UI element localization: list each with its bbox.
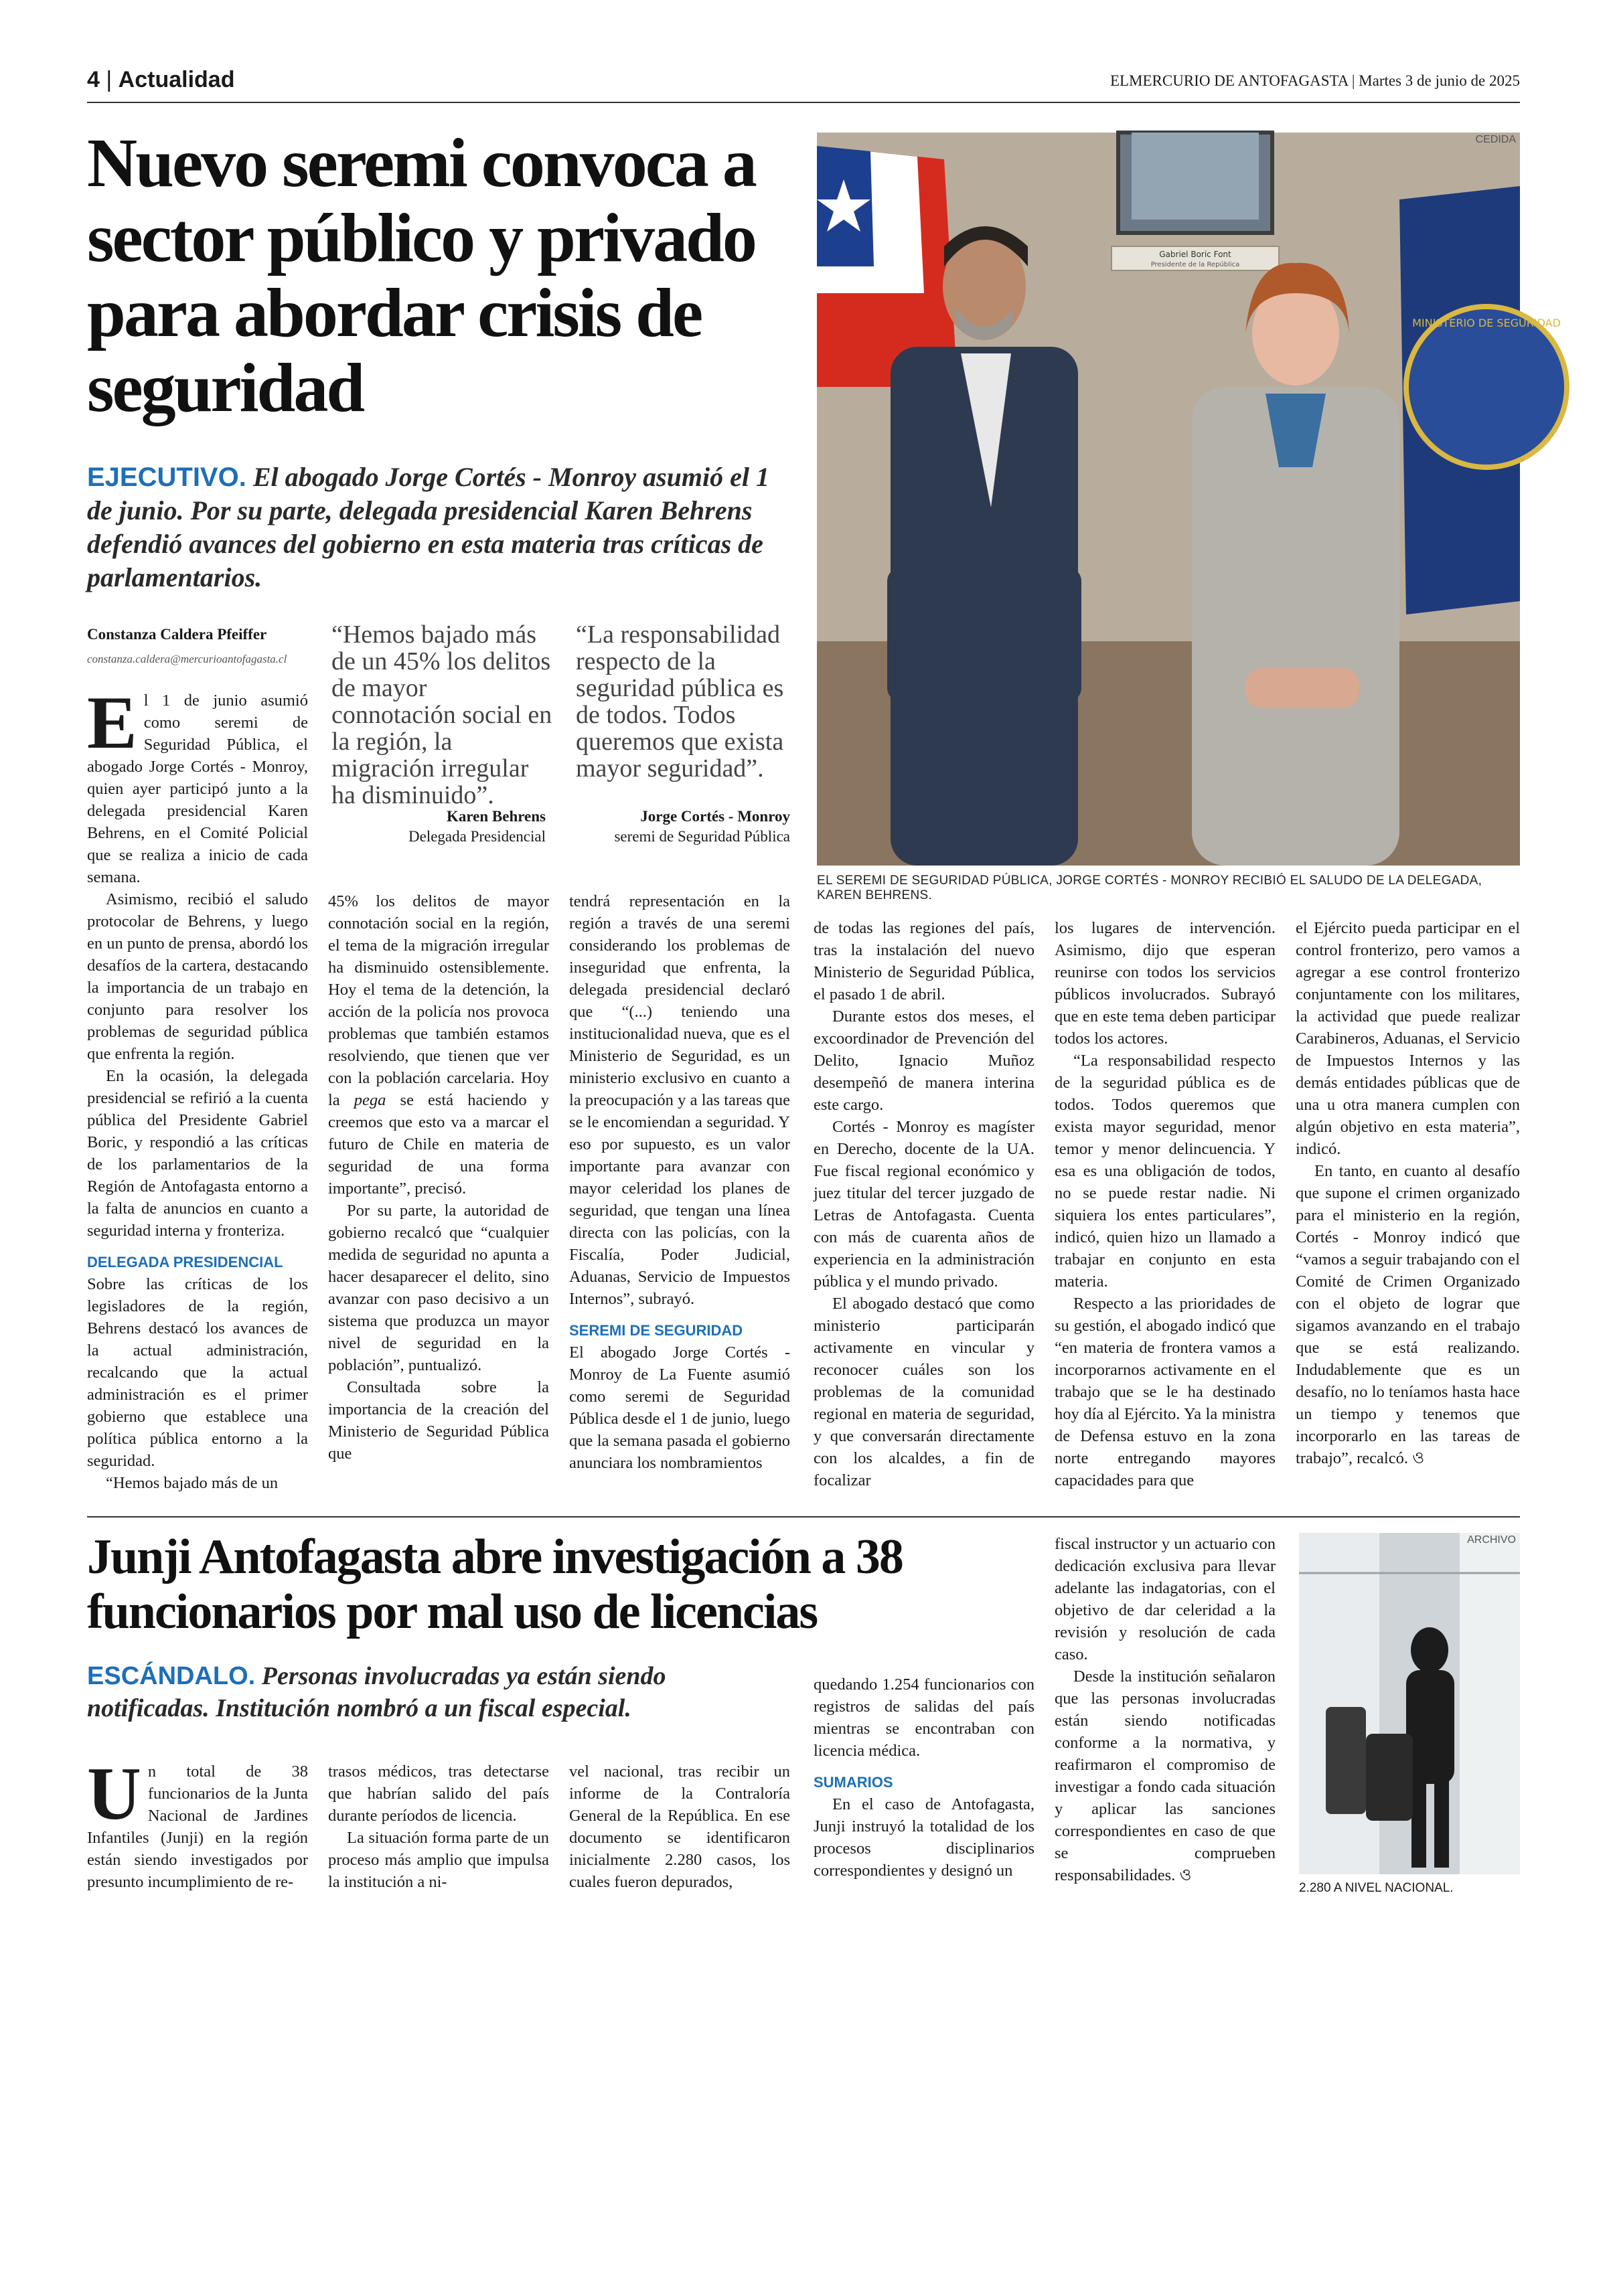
a2-c2-p2: La situación forma parte de un proceso más amplio que impulsa la institución a ni- xyxy=(328,1829,549,1891)
publication-date: Martes 3 de junio de 2025 xyxy=(1359,72,1520,89)
quote1-name: Karen Behrens xyxy=(446,808,546,825)
section-name: Actualidad xyxy=(118,67,235,92)
a2-c5-p1: fiscal instructor y un actuario con dedicación exclusiva para llevar adelante las indagatorias, con el objetivo de dar celeridad a la revisión y resolución de cada caso. xyxy=(1055,1535,1276,1663)
a1-c6-p1: el Ejército pueda participar en el control fronterizo, pero vamos a agregar a ese control fronterizo conjuntamente con los militares, la actividad que puede realizar Carabineros, Aduanas, el Servicio de Impuestos Internos y las demás entidades públicas que de una u otra manera cumplen con algún objetivo en esta materia”, indicó. xyxy=(1296,919,1520,1158)
portrait-plaque-sub: Presidente de la República xyxy=(1150,261,1240,268)
article1-column-1 xyxy=(87,681,308,1494)
a1-c4-p3: Cortés - Monroy es magíster en Derecho, docente de la UA. Fue fiscal regional económico y juez titular del tercer juzgado de Letras de Antofagasta. Cuenta con más de cuarenta años de experiencia en la administración pública y el mundo privado. xyxy=(814,1118,1035,1291)
a1-c1-p2: Asimismo, recibió el saludo protocolar de Behrens, y luego en un punto de prensa, abordó los desafíos de la cartera, destacando la importancia de un trabajo en conjunto para resolver los problemas de seguridad pública que enfrenta la región. xyxy=(87,890,308,1063)
pull-quote-behrens-attrib xyxy=(331,807,546,847)
a1-c1-p1: l 1 de junio asumió como seremi de Seguridad Pública, el abogado Jorge Cortés - Monroy, quien ayer participó junto a la delegada presidencial Karen Behrens, en el Comité Policial que se realiza a inicio de cada semana. xyxy=(87,691,308,886)
a2-c4-p1: quedando 1.254 funcionarios con registros de salidas del país mientras se encontraban con licencia médica. xyxy=(814,1675,1035,1760)
article1-headline: Nuevo seremi convoca a sector público y privado para abordar crisis de seguridad xyxy=(87,125,755,426)
publication-name: ELMERCURIO DE ANTOFAGASTA xyxy=(1109,72,1349,89)
a1-c2-p2: Por su parte, la autoridad de gobierno recalcó que “cualquier medida de seguridad no apunta a hacer desaparecer el delito, sino avanzar con paso decisivo a un sistema que produzca un mayor nivel de seguridad en la población”, puntualizó. xyxy=(328,1202,549,1374)
a2-c5-p2-text: Desde la institución señalaron que las personas involucradas están siendo notificadas conforme a la normativa, y reafirmaron el compromiso de investigar a fondo cada situación y aplicar las sanciones correspondientes en caso de que se comprueben responsabilidades. xyxy=(1055,1667,1276,1884)
a1-c3-p2: El abogado Jorge Cortés - Monroy de La Fuente asumió como seremi de Seguridad Pública desde el 1 de junio, luego que la semana pasada el gobierno anunciara los nombramientos xyxy=(569,1343,790,1472)
article1-column-4 xyxy=(814,917,1035,1491)
article2-headline: Junji Antofagasta abre investigación a 38 funcionarios por mal uso de licencias xyxy=(87,1530,903,1639)
pull-quote-behrens: “Hemos bajado más de un 45% los delitos de mayor connotación social en la región, la migración irregular ha disminuido”. xyxy=(331,621,552,809)
photo2-credit: ARCHIVO xyxy=(1467,1534,1516,1546)
article2-kicker: ESCÁNDALO. xyxy=(87,1662,256,1690)
article2-dropcap: U xyxy=(87,1752,141,1835)
article2-column-1 xyxy=(87,1752,308,1893)
article1-deck-text: El abogado Jorge Cortés - Monroy asumió el 1 de junio. Por su parte, delegada presidencial Karen Behrens defendió avances del gobierno en esta materia tras críticas de parlamentarios. xyxy=(87,462,769,592)
a1-c1-p5: “Hemos bajado más de un xyxy=(106,1474,279,1492)
quote1-role: Delegada Presidencial xyxy=(408,828,546,845)
end-mark-2: ও xyxy=(1179,1866,1192,1884)
article1-dropcap: E xyxy=(87,681,137,764)
article1-photo xyxy=(817,133,1561,866)
header-separator-right: | xyxy=(1351,72,1359,89)
article2-deck xyxy=(87,1660,757,1724)
a1-c5-p1: los lugares de intervención. Asimismo, dijo que esperan reunirse con todos los servicios públicos involucrados. Subrayó que en este tema deben participar todos los actores. xyxy=(1055,919,1276,1048)
article1-column-6 xyxy=(1296,917,1520,1469)
quote2-role: seremi de Seguridad Pública xyxy=(614,828,790,845)
article1-photo-caption: EL SEREMI DE SEGURIDAD PÚBLICA, JORGE CORTÉS - MONROY RECIBIÓ EL SALUDO DE LA DELEGADA, KAREN BEHRENS. xyxy=(817,874,1482,902)
article2-deck-text: Personas involucradas ya están siendo notificadas. Institución nombró a un fiscal especial. xyxy=(87,1662,666,1722)
a1-c3-p1: tendrá representación en la región a través de una seremi considerando los problemas de inseguridad que enfrenta, la delegada presidencial declaró que “(...) teniendo una institucionalidad nueva, que es el Ministerio de Seguridad, es un ministerio exclusivo en cuanto a la preocupación y a las tareas que se le encomiendan a seguridad. Y eso por supuesto, es un valor importante para avanzar con mayor celeridad los planes de seguridad, que tengan una línea directa con las policías, con la Fiscalía, Poder Judicial, Aduanas, Servicio de Impuestos Internos”, subrayó. xyxy=(569,892,790,1308)
a1-c2-p1-text-b: se está haciendo y creemos que esto va a marcar el futuro de Chile en materia de seguridad de una forma importante”, precisó. xyxy=(328,1091,550,1198)
a1-c5-p2: “La responsabilidad respecto de la seguridad pública es de todos. Todos queremos que exista mayor seguridad, menor temor y menor delincuencia. Y esa es una obligación de todos, no se puede restar nadie. Ni siquiera los entes particulares”, indicó, quien hizo un llamado a trabajar en conjunto en esta materia. xyxy=(1055,1052,1276,1291)
a1-c5-p3: Respecto a las prioridades de su gestión, el abogado indicó que “en materia de frontera vamos a incorporarnos activamente en el trabajo que se le ha destinado hoy día al Ejército. Ya la ministra de Defensa estuvo en la zona norte entregando mayores capacidades para que xyxy=(1055,1295,1276,1489)
article1-kicker: EJECUTIVO. xyxy=(87,463,246,492)
article2-column-5 xyxy=(1055,1533,1276,1886)
header-separator: | xyxy=(106,67,119,92)
a1-c2-p1-em: pega xyxy=(354,1091,386,1109)
a1-c4-p1: de todas las regiones del país, tras la instalación del nuevo Ministerio de Seguridad Pública, el pasado 1 de abril. xyxy=(814,919,1035,1003)
a1-c4-p4: El abogado destacó que como ministerio participarán activamente en vincular y reconocer cuáles son los problemas de la comunidad regional en materia de seguridad, y que conversarán directamente con los alcaldes, a fin de focalizar xyxy=(814,1295,1035,1489)
flag-text: MINISTERIO DE SEGURIDAD xyxy=(1412,317,1561,329)
a2-c5-p2 xyxy=(1055,1665,1276,1886)
article1-deck xyxy=(87,461,790,594)
article2-column-2 xyxy=(328,1760,549,1893)
a1-c2-p1-text: 45% los delitos de mayor connotación social en la región, el tema de la migración irregular ha disminuido ostensiblemente. Hoy el tema de la detención, la acción de la policía nos provoca problemas que también estamos resolviendo, que tienen que ver con la población carcelaria. Hoy la xyxy=(328,892,549,1109)
article1-column-2 xyxy=(328,890,549,1465)
photo1-credit: CEDIDA xyxy=(1475,134,1516,145)
article1-email[interactable]: constanza.caldera@mercurioantofagasta.cl xyxy=(87,653,287,665)
portrait-plaque-text: Gabriel Boric Font xyxy=(1159,250,1231,259)
end-mark-1: ও xyxy=(1412,1449,1425,1467)
article2-column-4 xyxy=(814,1673,1035,1882)
a1-c1-p4: Sobre las críticas de los legisladores de la región, Behrens destacó los avances de la actual administración, recalcando que la actual administración es el primer gobierno que establece una política pública entorno a la seguridad. xyxy=(87,1275,308,1470)
article2-photo-caption: 2.280 A NIVEL NACIONAL. xyxy=(1299,1881,1454,1895)
page-section-header xyxy=(87,67,234,93)
page-number: 4 xyxy=(87,67,100,92)
pull-quote-cortes: “La responsabilidad respecto de la seguridad pública es de todos. Todos queremos que exista mayor seguridad”. xyxy=(576,621,784,783)
a2-c2-p1: trasos médicos, tras detectarse que habrían salido del país durante períodos de licencia. xyxy=(328,1762,549,1825)
pull-quote-cortes-attrib xyxy=(576,807,790,847)
a1-c2-p1 xyxy=(328,890,549,1200)
a2-subhead-sumarios: SUMARIOS xyxy=(814,1774,893,1791)
article2-column-3 xyxy=(569,1760,790,1893)
article-separator-rule xyxy=(87,1516,1520,1518)
a2-c3-p1: vel nacional, tras recibir un informe de la Contraloría General de la República. En ese documento se identificaron inicialmente 2.280 casos, los cuales fueron depurados, xyxy=(569,1762,790,1891)
a1-subhead-delegada: DELEGADA PRESIDENCIAL xyxy=(87,1254,283,1270)
publication-header xyxy=(1110,72,1520,90)
a1-subhead-seremi: SEREMI DE SEGURIDAD xyxy=(569,1322,743,1339)
a1-c6-p2 xyxy=(1296,1160,1520,1469)
a1-c1-p3: En la ocasión, la delegada presidencial se refirió a la cuenta pública del Presidente Gabriel Boric, y respondió a las críticas de los parlamentarios de la Región de Antofagasta entorno a la falta de anuncios en cuanto a seguridad interna y fronteriza. xyxy=(87,1067,308,1240)
a1-c6-p2-text: En tanto, en cuanto al desafío que supone el crimen organizado para el ministerio en la región, Cortés - Monroy indicó que “vamos a seguir trabajando con el Comité de Crimen Organizado con el objeto de lograr que sigamos avanzando en el trabajo que se está realizando. Indudablemente que es un desafío, no lo teníamos hasta hace un tiempo y tenemos que incorporarlo en las tareas de trabajo”, recalcó. xyxy=(1296,1162,1520,1467)
a1-c2-p3: Consultada sobre la importancia de la creación del Ministerio de Seguridad Pública que xyxy=(328,1378,549,1463)
article1-column-3 xyxy=(569,890,790,1474)
photo-illustration xyxy=(817,133,1561,866)
a2-c4-p2: En el caso de Antofagasta, Junji instruyó la totalidad de los procesos disciplinarios correspondientes y designó un xyxy=(814,1795,1035,1880)
a1-c4-p2: Durante estos dos meses, el excoordinador de Prevención del Delito, Ignacio Muñoz desempeñó de manera interina este cargo. xyxy=(814,1007,1035,1114)
header-rule xyxy=(87,102,1520,103)
a2-c1-p1: n total de 38 funcionarios de la Junta Nacional de Jardines Infantiles (Junji) en la región están siendo investigados por presunto incumplimiento de re- xyxy=(87,1762,308,1891)
article1-column-5 xyxy=(1055,917,1276,1491)
photo2-illustration xyxy=(1299,1533,1520,1874)
quote2-name: Jorge Cortés - Monroy xyxy=(640,808,790,825)
article2-photo xyxy=(1299,1533,1520,1874)
article1-byline: Constanza Caldera Pfeiffer xyxy=(87,626,267,643)
